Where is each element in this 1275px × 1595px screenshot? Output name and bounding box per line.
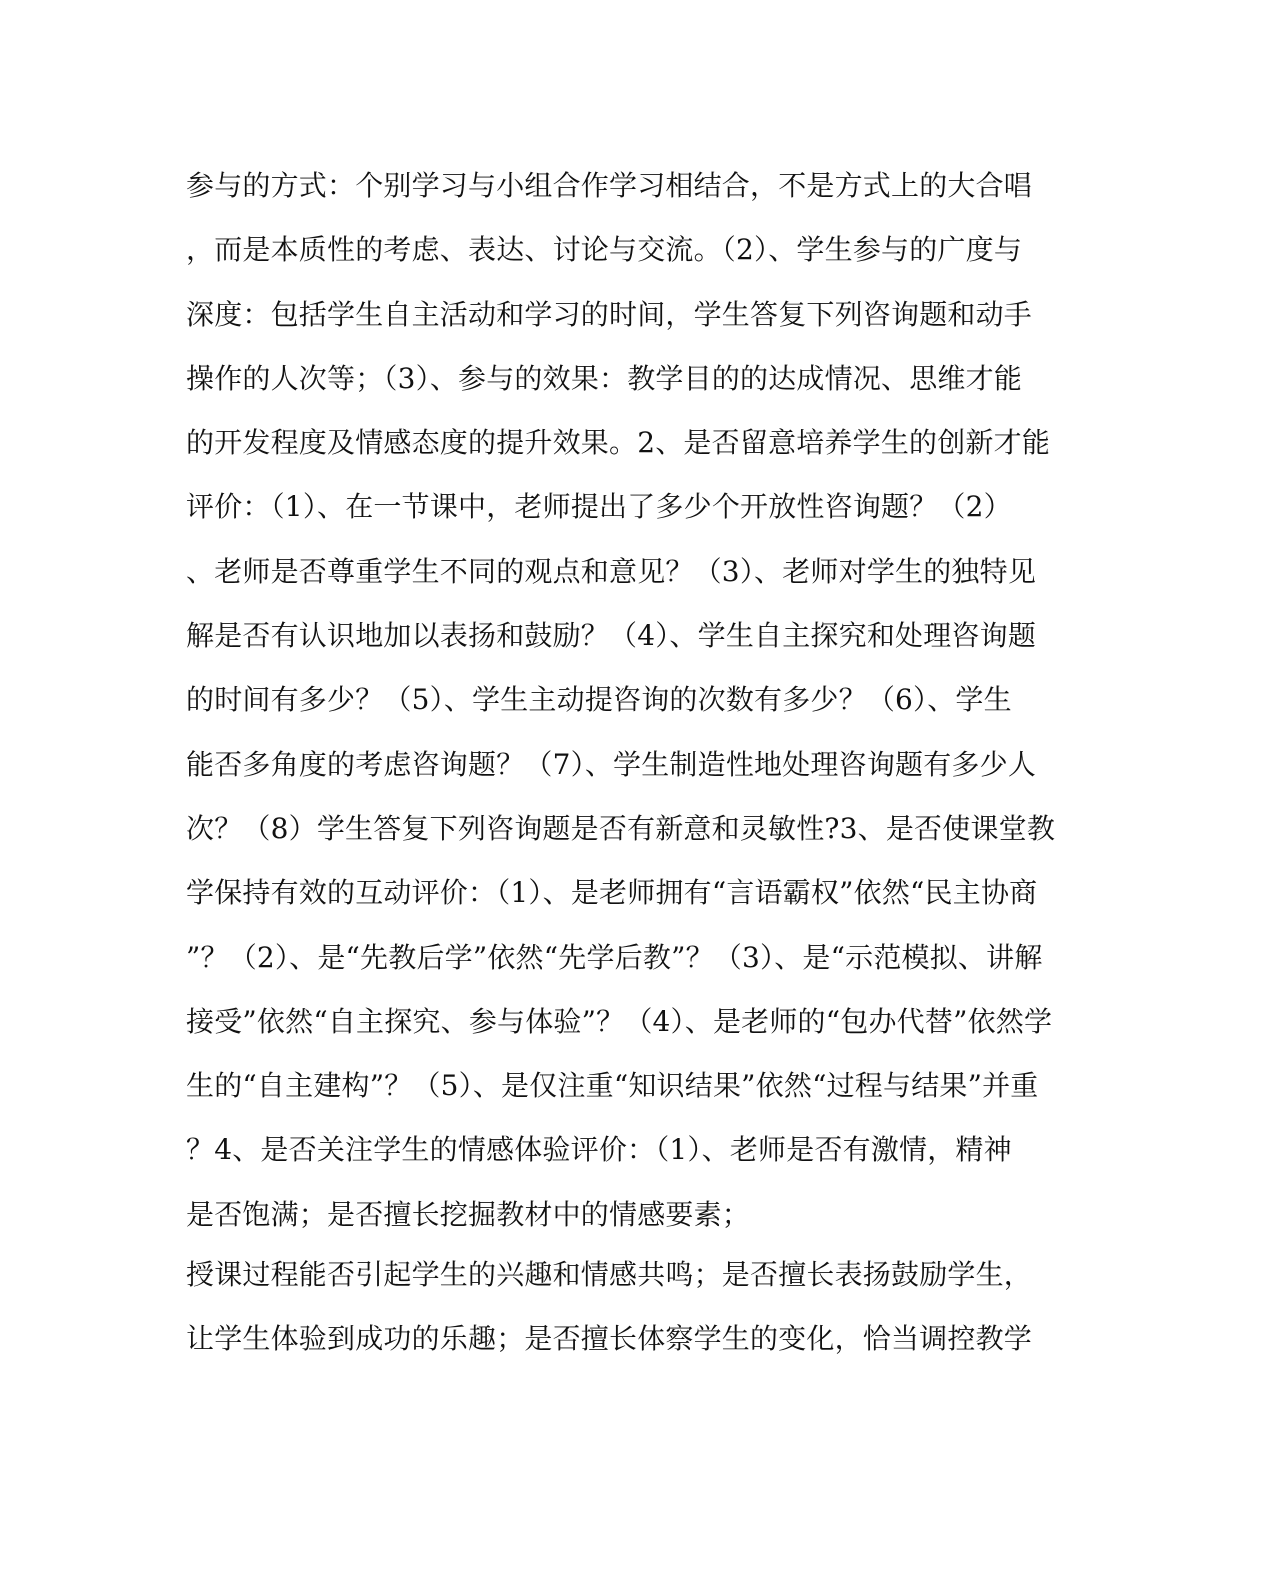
text-line: ？4、是否关注学生的情感体验评价：（1）、老师是否有激情，精神: [186, 1133, 1012, 1167]
text-line: 操作的人次等；（3）、参与的效果：教学目的的达成情况、思维才能: [186, 361, 1023, 395]
text-line: 是否饱满；是否擅长挖掘教材中的情感要素；: [186, 1197, 751, 1231]
text-line: 深度：包括学生自主活动和学习的时间，学生答复下列咨询题和动手: [186, 297, 1033, 331]
text-line: 参与的方式：个别学习与小组合作学习相结合，不是方式上的大合唱: [186, 169, 1033, 202]
text-line: 接受”依然“自主探究、参与体验”？（4）、是老师的“包办代替”依然学: [186, 1004, 1053, 1038]
text-line: 能否多角度的考虑咨询题？（7）、学生制造性地处理咨询题有多少人: [186, 747, 1037, 781]
text-line: 让学生体验到成功的乐趣；是否擅长体察学生的变化，恰当调控教学: [186, 1322, 1033, 1355]
text-line: 的开发程度及情感态度的提升效果。2、是否留意培养学生的创新才能: [186, 426, 1051, 460]
text-line: 次？（8）学生答复下列咨询题是否有新意和灵敏性?3、是否使课堂教: [186, 811, 1056, 845]
text-line: 、老师是否尊重学生不同的观点和意见？（3）、老师对学生的独特见: [186, 554, 1037, 588]
text-line: 的时间有多少？（5）、学生主动提咨询的次数有多少？（6）、学生: [186, 683, 1012, 717]
continuation-paragraph: [186, 1255, 1086, 1383]
text-line: ”？（2）、是“先教后学”依然“先学后教”？（3）、是“示范模拟、讲解: [186, 940, 1043, 974]
text-line: 生的“自主建构”？（5）、是仅注重“知识结果”依然“过程与结果”并重: [186, 1069, 1039, 1103]
text-line: 授课过程能否引起学生的兴趣和情感共鸣；是否擅长表扬鼓励学生，: [186, 1258, 1033, 1291]
text-line: ，而是本质性的考虑、表达、讨论与交流。（2）、学生参与的广度与: [186, 233, 1023, 267]
text-line: 解是否有认识地加以表扬和鼓励？（4）、学生自主探究和处理咨询题: [186, 619, 1037, 653]
text-line: 评价：（1）、在一节课中，老师提出了多少个开放性咨询题？（2）: [186, 490, 1012, 524]
text-line: 学保持有效的互动评价：（1）、是老师拥有“言语霸权”依然“民主协商: [186, 876, 1038, 910]
body-paragraph: [186, 166, 1086, 1259]
